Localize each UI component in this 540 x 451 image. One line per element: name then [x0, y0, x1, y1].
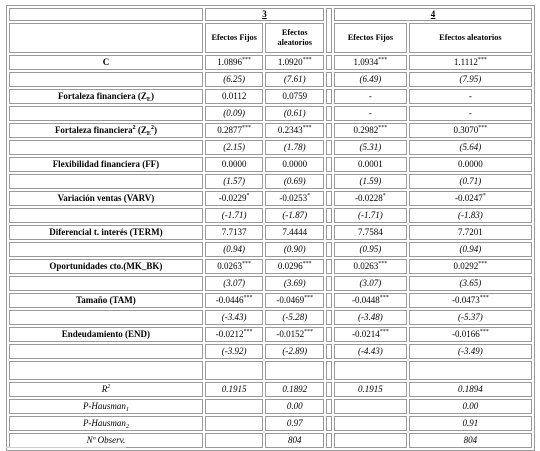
value-cell-col-3: 7.7584 — [334, 225, 407, 240]
value-cell-col-2: 0.00 — [265, 399, 324, 414]
value-cell-col-1: (2.15) — [205, 140, 264, 155]
column-spacer — [326, 382, 332, 397]
value-cell-col-3: 0.0001 — [334, 157, 407, 172]
value-cell-col-2: (-5.28) — [265, 310, 324, 325]
value-cell-col-1: (-3.92) — [205, 344, 264, 359]
t-stat-row — [9, 208, 532, 223]
empty-cell — [326, 361, 332, 380]
column-spacer — [326, 157, 332, 172]
empty-cell — [205, 361, 264, 380]
value-cell-col-4: (0.94) — [409, 242, 532, 257]
column-spacer — [326, 72, 332, 87]
column-spacer — [326, 344, 332, 359]
value-cell-col-3: 0.0263*** — [334, 259, 407, 274]
stat-row — [9, 416, 532, 431]
value-cell-col-2: 0.1892 — [265, 382, 324, 397]
coefficient-row — [9, 327, 532, 342]
stat-row — [9, 382, 532, 397]
value-cell-col-1: 7.7137 — [205, 225, 264, 240]
value-cell-col-4: - — [409, 89, 532, 104]
column-spacer — [326, 242, 332, 257]
value-cell-col-4: (0.71) — [409, 174, 532, 189]
row-label: C — [9, 55, 203, 70]
value-cell-col-1: (1.57) — [205, 174, 264, 189]
t-stat-row — [9, 72, 532, 87]
row-label: Fortaleza financiera$^2$ $(Z_E^2)$ — [9, 123, 203, 138]
row-label: Diferencial t. interés (TERM) — [9, 225, 203, 240]
value-cell-col-4: 7.7201 — [409, 225, 532, 240]
value-cell-col-4: (5.64) — [409, 140, 532, 155]
value-cell-col-1 — [205, 399, 264, 414]
stat-row — [9, 399, 532, 414]
value-cell-col-3: (1.59) — [334, 174, 407, 189]
coefficient-row — [9, 55, 532, 70]
row-label: $R^2$ — [9, 382, 203, 397]
value-cell-col-3: (6.49) — [334, 72, 407, 87]
value-cell-col-2: (1.78) — [265, 140, 324, 155]
value-cell-col-2: (-1.87) — [265, 208, 324, 223]
column-spacer — [326, 208, 332, 223]
value-cell-col-2: 804 — [265, 433, 324, 448]
t-stat-row — [9, 106, 532, 121]
value-cell-col-3: -0.0228* — [334, 191, 407, 206]
row-label — [9, 106, 203, 121]
value-cell-col-2: 1.0920*** — [265, 55, 324, 70]
value-cell-col-2: 0.0296*** — [265, 259, 324, 274]
value-cell-col-4: 1.1112*** — [409, 55, 532, 70]
row-label — [9, 72, 203, 87]
value-cell-col-1: 0.2877*** — [205, 123, 264, 138]
value-cell-col-4: (-3.49) — [409, 344, 532, 359]
value-cell-col-3: - — [334, 89, 407, 104]
header-spacer — [326, 8, 332, 53]
empty-cell — [265, 361, 324, 380]
value-cell-col-3: 1.0934*** — [334, 55, 407, 70]
coefficient-row — [9, 191, 532, 206]
value-cell-col-4: (3.65) — [409, 276, 532, 291]
value-cell-col-3: (3.07) — [334, 276, 407, 291]
value-cell-col-1: 0.0112 — [205, 89, 264, 104]
value-cell-col-2: -0.0152*** — [265, 327, 324, 342]
value-cell-col-2: -0.0253* — [265, 191, 324, 206]
value-cell-col-2: -0.0469*** — [265, 293, 324, 308]
value-cell-col-1: -0.0446*** — [205, 293, 264, 308]
value-cell-col-3: (-1.71) — [334, 208, 407, 223]
column-spacer — [326, 310, 332, 325]
value-cell-col-1: (6.25) — [205, 72, 264, 87]
t-stat-row — [9, 310, 532, 325]
row-label: Variación ventas (VARV) — [9, 191, 203, 206]
value-cell-col-1 — [205, 416, 264, 431]
coefficient-row — [9, 293, 532, 308]
row-label — [9, 310, 203, 325]
header-group-4: 4 — [334, 8, 532, 21]
value-cell-col-1: 1.0896*** — [205, 55, 264, 70]
t-stat-row — [9, 242, 532, 257]
results-table-container — [6, 5, 535, 451]
column-spacer — [326, 140, 332, 155]
value-cell-col-2: 0.97 — [265, 416, 324, 431]
row-label — [9, 276, 203, 291]
value-cell-col-2: (0.90) — [265, 242, 324, 257]
coefficient-row — [9, 157, 532, 172]
blank-separator-row — [9, 361, 532, 380]
value-cell-col-1: (-1.71) — [205, 208, 264, 223]
column-spacer — [326, 225, 332, 240]
header-row-columns — [9, 23, 532, 53]
value-cell-col-1: (-3.43) — [205, 310, 264, 325]
value-cell-col-4: 0.1894 — [409, 382, 532, 397]
value-cell-col-1 — [205, 433, 264, 448]
header-empty-cell — [9, 23, 203, 53]
row-label — [9, 174, 203, 189]
column-spacer — [326, 327, 332, 342]
column-spacer — [326, 293, 332, 308]
value-cell-col-4: 0.0000 — [409, 157, 532, 172]
value-cell-col-3 — [334, 433, 407, 448]
coefficient-row — [9, 89, 532, 104]
row-label: Flexibilidad financiera (FF) — [9, 157, 203, 172]
row-label: Fortaleza financiera $(Z_E)$ — [9, 89, 203, 104]
column-spacer — [326, 276, 332, 291]
t-stat-row — [9, 140, 532, 155]
header-empty-cell — [9, 8, 203, 21]
column-spacer — [326, 55, 332, 70]
coefficient-row — [9, 123, 532, 138]
t-stat-row — [9, 174, 532, 189]
header-random-effects-1: Efectos aleatorios — [265, 23, 324, 53]
column-spacer — [326, 174, 332, 189]
row-label: Oportunidades cto.(MK_BK) — [9, 259, 203, 274]
row-label: Tamaño (TAM) — [9, 293, 203, 308]
column-spacer — [326, 399, 332, 414]
value-cell-col-3 — [334, 416, 407, 431]
empty-cell — [334, 361, 407, 380]
column-spacer — [326, 416, 332, 431]
value-cell-col-2: 7.4444 — [265, 225, 324, 240]
row-label — [9, 242, 203, 257]
stat-row — [9, 433, 532, 448]
row-label: Nº Observ. — [9, 433, 203, 448]
t-stat-row — [9, 344, 532, 359]
value-cell-col-3: -0.0214*** — [334, 327, 407, 342]
value-cell-col-3: (-3.48) — [334, 310, 407, 325]
header-random-effects-2: Efectos aleatorios — [409, 23, 532, 53]
column-spacer — [326, 433, 332, 448]
value-cell-col-4: 0.00 — [409, 399, 532, 414]
column-spacer — [326, 123, 332, 138]
row-label — [9, 208, 203, 223]
value-cell-col-1: -0.0229* — [205, 191, 264, 206]
value-cell-col-4: 804 — [409, 433, 532, 448]
value-cell-col-4: - — [409, 106, 532, 121]
value-cell-col-1: 0.0263*** — [205, 259, 264, 274]
value-cell-col-2: (0.61) — [265, 106, 324, 121]
empty-cell — [409, 361, 532, 380]
column-spacer — [326, 106, 332, 121]
value-cell-col-4: -0.0473*** — [409, 293, 532, 308]
coefficient-row — [9, 225, 532, 240]
value-cell-col-1: (0.94) — [205, 242, 264, 257]
column-spacer — [326, 191, 332, 206]
value-cell-col-3: (-4.43) — [334, 344, 407, 359]
footnote-rule — [6, 447, 126, 451]
row-label — [9, 344, 203, 359]
header-fixed-effects-1: Efectos Fijos — [205, 23, 264, 53]
column-spacer — [326, 259, 332, 274]
value-cell-col-4: (-1.83) — [409, 208, 532, 223]
header-row-groups — [9, 8, 532, 21]
value-cell-col-2: (0.69) — [265, 174, 324, 189]
value-cell-col-1: (3.07) — [205, 276, 264, 291]
value-cell-col-3: -0.0448*** — [334, 293, 407, 308]
value-cell-col-2: 0.2343*** — [265, 123, 324, 138]
column-spacer — [326, 89, 332, 104]
row-label — [9, 140, 203, 155]
row-label: P-Hausman$_2$ — [9, 416, 203, 431]
value-cell-col-3: (0.95) — [334, 242, 407, 257]
header-group-3: 3 — [205, 8, 324, 21]
empty-cell — [9, 361, 203, 380]
value-cell-col-4: -0.0247* — [409, 191, 532, 206]
row-label: P-Hausman$_1$ — [9, 399, 203, 414]
value-cell-col-2: (3.69) — [265, 276, 324, 291]
value-cell-col-3: 0.2982*** — [334, 123, 407, 138]
value-cell-col-2: (-2.89) — [265, 344, 324, 359]
value-cell-col-4: (7.95) — [409, 72, 532, 87]
value-cell-col-1: -0.0212*** — [205, 327, 264, 342]
header-fixed-effects-2: Efectos Fijos — [334, 23, 407, 53]
value-cell-col-1: (0.09) — [205, 106, 264, 121]
value-cell-col-1: 0.1915 — [205, 382, 264, 397]
value-cell-col-4: 0.3070*** — [409, 123, 532, 138]
value-cell-col-4: -0.0166*** — [409, 327, 532, 342]
value-cell-col-2: (7.61) — [265, 72, 324, 87]
value-cell-col-2: 0.0759 — [265, 89, 324, 104]
value-cell-col-4: (-5.37) — [409, 310, 532, 325]
value-cell-col-4: 0.91 — [409, 416, 532, 431]
coefficient-row — [9, 259, 532, 274]
t-stat-row — [9, 276, 532, 291]
value-cell-col-2: 0.0000 — [265, 157, 324, 172]
row-label: Endeudamiento (END) — [9, 327, 203, 342]
value-cell-col-3 — [334, 399, 407, 414]
regression-results-table — [6, 5, 535, 451]
value-cell-col-1: 0.0000 — [205, 157, 264, 172]
value-cell-col-3: 0.1915 — [334, 382, 407, 397]
value-cell-col-3: (5.31) — [334, 140, 407, 155]
value-cell-col-4: 0.0292*** — [409, 259, 532, 274]
value-cell-col-3: - — [334, 106, 407, 121]
